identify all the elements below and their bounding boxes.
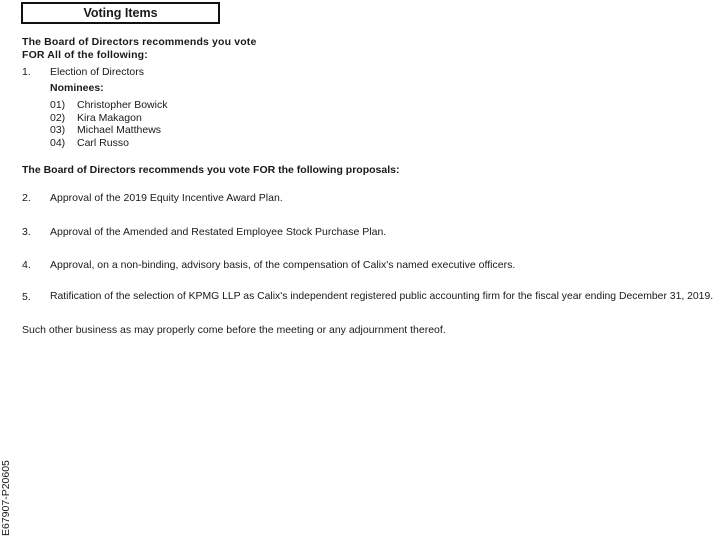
board-recommendation-heading-1 [22, 36, 256, 61]
proposal-number: 2. [22, 192, 31, 204]
nominee-number: 03) [50, 124, 66, 136]
item-number: 1. [22, 66, 31, 78]
heading1-line1: The Board of Directors recommends you vote [22, 36, 257, 48]
other-business-text: Such other business as may properly come before the meeting or any adjournment thereof. [22, 324, 446, 336]
nominee-number: 04) [50, 137, 66, 149]
voting-items-title: Voting Items [21, 2, 220, 24]
heading1-line2: FOR All of the following: [22, 48, 148, 61]
item-text: Election of Directors [50, 66, 144, 78]
nominee-number: 01) [50, 99, 66, 111]
proposal-text: Ratification of the selection of KPMG LLP as Calix's independent registered public accounting firm for the fiscal year ending December 31, 2019. [50, 291, 714, 302]
nominees-label: Nominees: [50, 82, 104, 94]
nominee-name: Michael Matthews [77, 124, 162, 136]
proposal-text: Approval, on a non-binding, advisory basis, of the compensation of Calix's named executive officers. [50, 259, 516, 271]
nominee-number: 02) [50, 112, 66, 124]
nominee-name: Kira Makagon [77, 112, 142, 124]
proposal-number: 4. [22, 259, 31, 271]
proposal-number: 3. [22, 226, 31, 238]
proposal-text: Approval of the Amended and Restated Employee Stock Purchase Plan. [50, 226, 387, 238]
proposal-number: 5. [22, 291, 31, 303]
nominee-name: Carl Russo [77, 137, 129, 149]
nominee-name: Christopher Bowick [77, 99, 168, 111]
board-recommendation-heading-2: The Board of Directors recommends you vote FOR the following proposals: [22, 164, 400, 176]
proposal-text: Approval of the 2019 Equity Incentive Award Plan. [50, 192, 283, 204]
document-code: E67907-P20605 [0, 460, 12, 536]
